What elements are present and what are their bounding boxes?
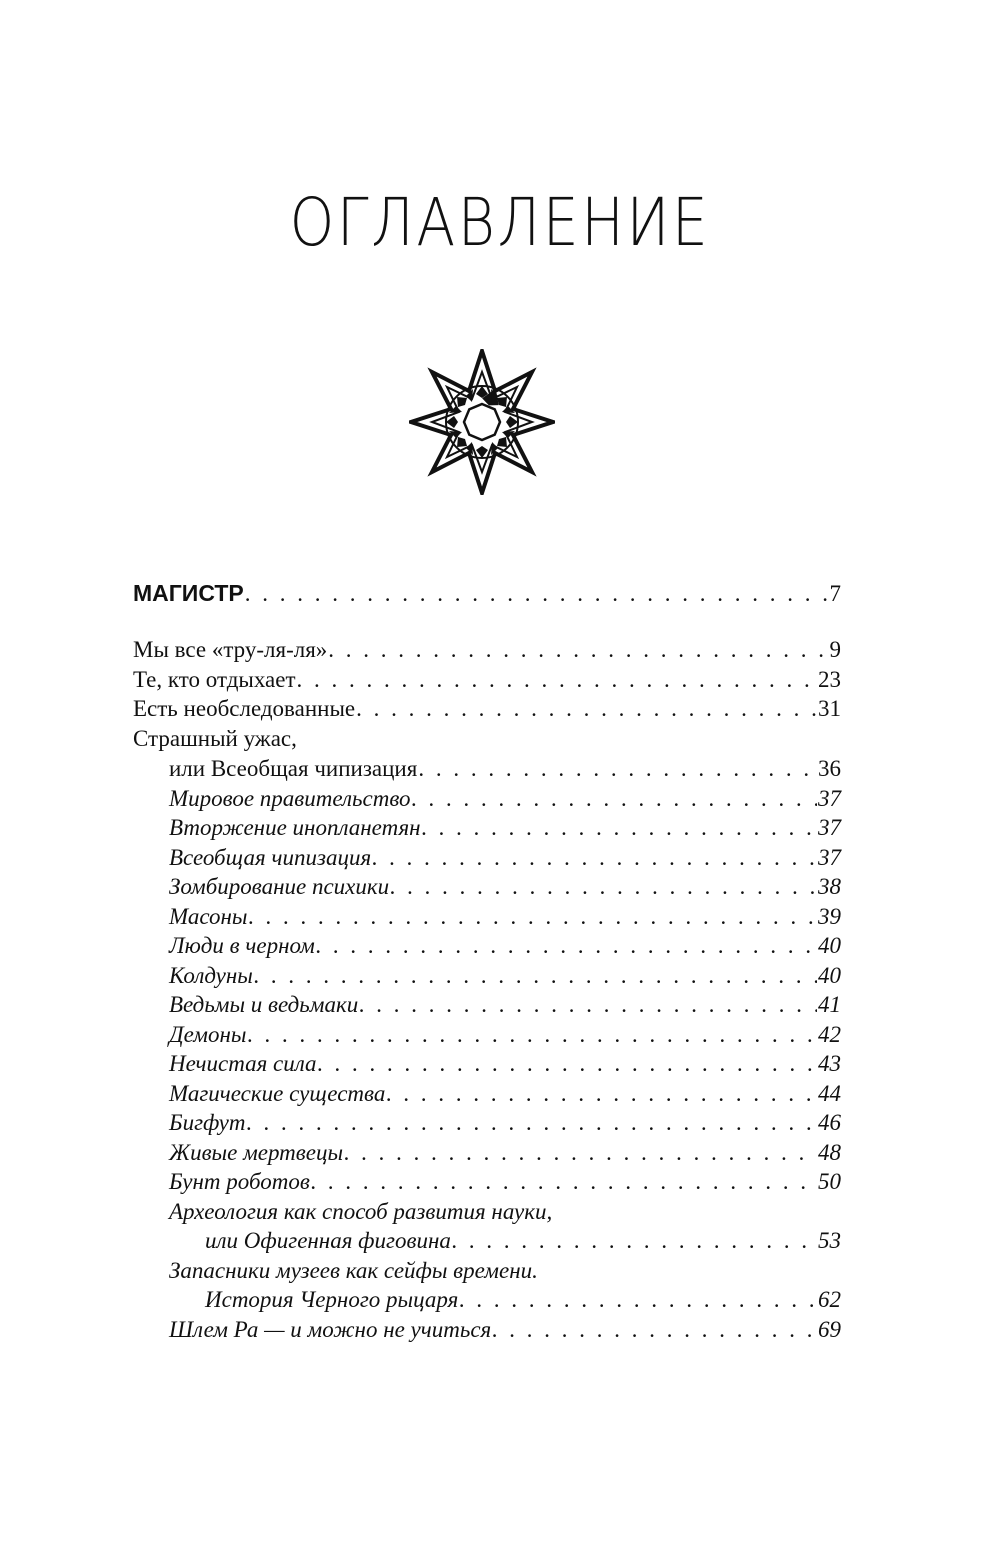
leader-dots [412, 784, 817, 814]
leader-dots [254, 961, 817, 991]
toc-subentry-title: Колдуны [169, 963, 253, 988]
toc-subentry-title: Масоны [169, 904, 248, 929]
leader-dots [318, 1049, 817, 1079]
toc-page-number: 44 [818, 1081, 841, 1106]
toc-subentry[interactable] [169, 1138, 841, 1168]
toc-subentry[interactable] [205, 1226, 841, 1256]
toc-page-number: 69 [818, 1317, 841, 1342]
leader-dots [248, 902, 817, 932]
toc-subentry[interactable] [169, 1167, 841, 1197]
page-title: ОГЛАВЛЕНИЕ [289, 184, 711, 261]
toc-page-number: 37 [818, 786, 841, 811]
leader-dots [459, 1285, 817, 1315]
leader-dots [311, 1167, 817, 1197]
toc-entry-title: или Всеобщая чипизация [169, 756, 418, 781]
toc-subentry[interactable] [169, 1108, 841, 1138]
toc-entry-title: Те, кто отдыхает [133, 667, 296, 692]
toc-subentry[interactable] [169, 902, 841, 932]
toc-page-number: 43 [818, 1051, 841, 1076]
toc-subentry[interactable] [169, 961, 841, 991]
toc-subentry-title: Вторжение инопланетян [169, 815, 421, 840]
toc-subentry-title: Бунт роботов [169, 1169, 310, 1194]
toc-subentry-title: или Офигенная фиговина [205, 1228, 451, 1253]
leader-dots [386, 1079, 817, 1109]
toc-page-number: 42 [818, 1022, 841, 1047]
toc-page-number: 9 [829, 637, 841, 662]
toc-subentry[interactable] [169, 1020, 841, 1050]
toc-subentry[interactable] [169, 843, 841, 873]
leader-dots [418, 754, 817, 784]
toc-page-number: 41 [818, 992, 841, 1017]
toc-page-number: 7 [829, 581, 841, 606]
toc-page-number: 39 [818, 904, 841, 929]
toc-entry[interactable] [133, 694, 841, 724]
leader-dots [297, 665, 817, 695]
toc-part[interactable] [133, 578, 841, 608]
toc-subentry[interactable] [169, 813, 841, 843]
toc-page-number: 31 [818, 696, 841, 721]
toc-page-number: 36 [818, 756, 841, 781]
leader-dots [492, 1315, 817, 1345]
leader-dots [316, 931, 817, 961]
toc-page-number: 48 [818, 1140, 841, 1165]
toc-subentry-title: Зомбирование психики [169, 874, 390, 899]
toc-subentry[interactable] [169, 931, 841, 961]
toc-subentry[interactable] [169, 1049, 841, 1079]
leader-dots [390, 872, 817, 902]
toc-subentry-title: Шлем Ра — и можно не учиться [169, 1317, 492, 1342]
eight-pointed-star-icon [409, 349, 555, 495]
toc-part-title: МАГИСТР [133, 580, 244, 606]
toc-entry[interactable] [133, 665, 841, 695]
toc-subentry-title: Магические существа [169, 1081, 386, 1106]
toc-page-number: 38 [818, 874, 841, 899]
toc-page-number: 40 [818, 963, 841, 988]
toc-entry-title-line1: Страшный ужас, [133, 726, 297, 751]
leader-dots [328, 635, 828, 665]
toc-subentry-title-line1: Археология как способ развития науки, [169, 1199, 553, 1224]
toc-subentry-title-line1: Запасники музеев как сейфы времени. [169, 1258, 538, 1283]
leader-dots [452, 1226, 817, 1256]
toc-entry-title: Мы все «тру-ля-ля» [133, 637, 328, 662]
leader-dots [245, 579, 829, 609]
toc-subentry-title: Люди в черном [169, 933, 315, 958]
toc-subentry-title: Нечистая сила [169, 1051, 317, 1076]
toc-subentry[interactable] [169, 990, 841, 1020]
toc-page-number: 37 [818, 845, 841, 870]
toc-subentry-title: Ведьмы и ведьмаки [169, 992, 359, 1017]
leader-dots [344, 1138, 817, 1168]
leader-dots [247, 1020, 817, 1050]
toc-subentry[interactable] [205, 1285, 841, 1315]
toc-entry-title: Есть необследованные [133, 696, 356, 721]
toc-page-number: 62 [818, 1287, 841, 1312]
toc-entry[interactable] [169, 754, 841, 784]
toc-entry[interactable] [133, 635, 841, 665]
toc-page-number: 23 [818, 667, 841, 692]
toc-subentry[interactable] [169, 1315, 841, 1345]
leader-dots [372, 843, 817, 873]
toc-page-number: 37 [818, 815, 841, 840]
toc-subentry-title: Всеобщая чипизация [169, 845, 372, 870]
leader-dots [422, 813, 817, 843]
toc-page-number: 46 [818, 1110, 841, 1135]
toc-subentry-title: Живые мертвецы [169, 1140, 344, 1165]
toc-subentry-title: Демоны [169, 1022, 247, 1047]
leader-dots [246, 1108, 817, 1138]
toc-subentry[interactable] [169, 872, 841, 902]
toc-subentry-title: Бигфут [169, 1110, 246, 1135]
toc-page-number: 53 [818, 1228, 841, 1253]
toc-subentry-title: Мировое правительство [169, 786, 411, 811]
toc-page-number: 40 [818, 933, 841, 958]
toc-page-number: 50 [818, 1169, 841, 1194]
toc-subentry[interactable] [169, 1079, 841, 1109]
leader-dots [359, 990, 817, 1020]
leader-dots [356, 694, 817, 724]
toc-subentry[interactable] [169, 784, 841, 814]
toc-subentry-title: История Черного рыцаря [205, 1287, 459, 1312]
